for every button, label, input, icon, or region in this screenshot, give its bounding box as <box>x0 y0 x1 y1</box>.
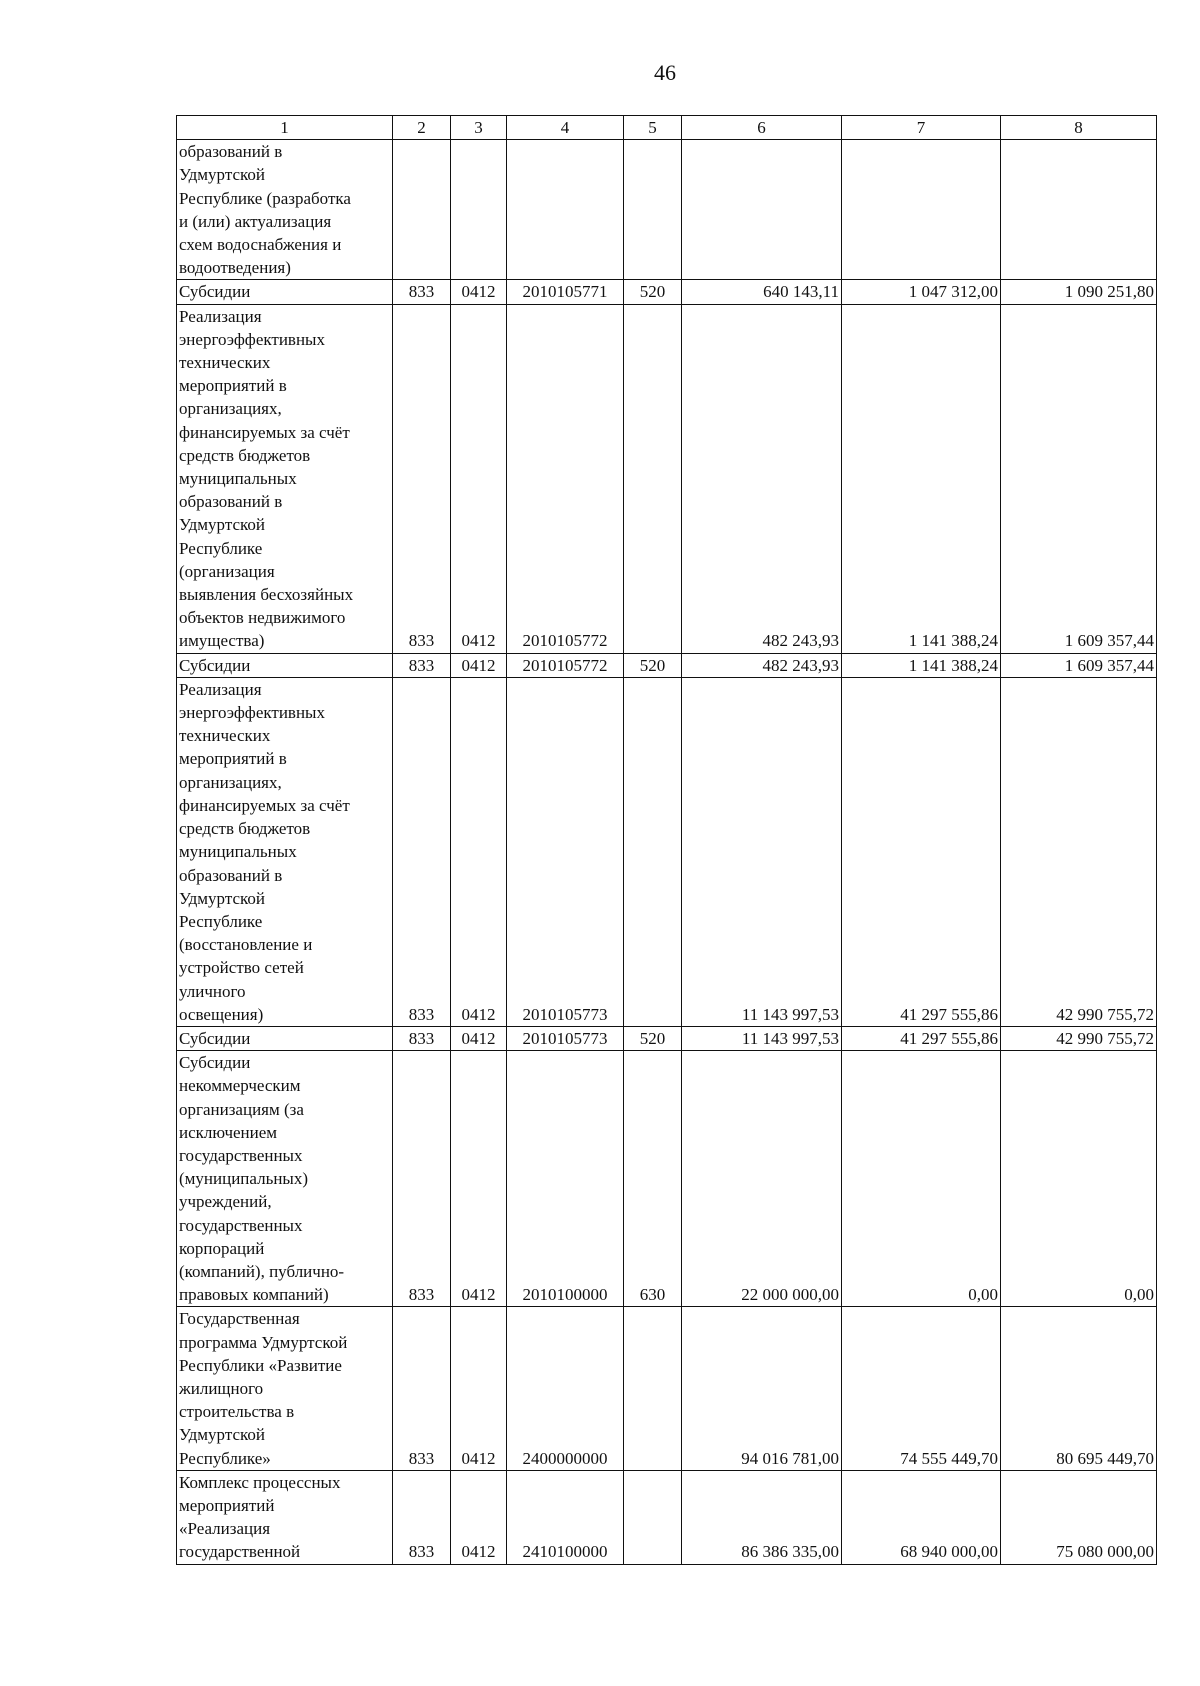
item-name: Реализация энергоэффективных технических мероприятий в организациях, финансируемых за счёт средств бюджетов муниципальных образований в Удмуртской Республике (восстановление и устройство сетей уличного освещения) <box>177 677 393 1026</box>
amount-col-6: 11 143 997,53 <box>682 1026 842 1050</box>
expense-type-code <box>624 1307 682 1470</box>
budget-table <box>176 115 1157 1565</box>
column-header: 1 <box>177 116 393 140</box>
amount-col-8: 1 609 357,44 <box>1001 653 1157 677</box>
section-code: 0412 <box>451 280 507 304</box>
column-header: 4 <box>507 116 624 140</box>
amount-col-8: 0,00 <box>1001 1051 1157 1307</box>
column-header: 3 <box>451 116 507 140</box>
column-number-row <box>177 116 1157 140</box>
target-article-code: 2010100000 <box>507 1051 624 1307</box>
target-article-code: 2010105773 <box>507 677 624 1026</box>
section-code: 0412 <box>451 677 507 1026</box>
table-row <box>177 1026 1157 1050</box>
section-code: 0412 <box>451 1470 507 1564</box>
target-article-code: 2010105772 <box>507 653 624 677</box>
ministry-code: 833 <box>393 304 451 653</box>
amount-col-6: 640 143,11 <box>682 280 842 304</box>
item-name: Субсидии <box>177 280 393 304</box>
expense-type-code <box>624 1470 682 1564</box>
amount-col-7: 0,00 <box>842 1051 1001 1307</box>
amount-col-7: 1 141 388,24 <box>842 653 1001 677</box>
page-number: 46 <box>654 60 676 85</box>
target-article-code: 2010105772 <box>507 304 624 653</box>
item-name: Субсидии <box>177 653 393 677</box>
target-article-code: 2410100000 <box>507 1470 624 1564</box>
amount-col-6: 11 143 997,53 <box>682 677 842 1026</box>
ministry-code: 833 <box>393 1470 451 1564</box>
amount-col-6 <box>682 140 842 280</box>
table-row <box>177 1470 1157 1564</box>
expense-type-code: 630 <box>624 1051 682 1307</box>
amount-col-8: 42 990 755,72 <box>1001 677 1157 1026</box>
amount-col-6: 482 243,93 <box>682 304 842 653</box>
section-code: 0412 <box>451 1307 507 1470</box>
section-code <box>451 140 507 280</box>
amount-col-7 <box>842 140 1001 280</box>
amount-col-7: 1 047 312,00 <box>842 280 1001 304</box>
column-header: 5 <box>624 116 682 140</box>
amount-col-6: 482 243,93 <box>682 653 842 677</box>
target-article-code: 2010105771 <box>507 280 624 304</box>
amount-col-6: 22 000 000,00 <box>682 1051 842 1307</box>
table-row <box>177 140 1157 280</box>
table-row <box>177 677 1157 1026</box>
amount-col-8: 1 609 357,44 <box>1001 304 1157 653</box>
amount-col-7: 74 555 449,70 <box>842 1307 1001 1470</box>
item-name: Субсидии некоммерческим организациям (за исключением государственных (муниципальных) учреждений, государственных корпораций (компаний), публично- правовых компаний) <box>177 1051 393 1307</box>
ministry-code: 833 <box>393 1026 451 1050</box>
amount-col-6: 94 016 781,00 <box>682 1307 842 1470</box>
ministry-code: 833 <box>393 1307 451 1470</box>
column-header: 2 <box>393 116 451 140</box>
table-row <box>177 1307 1157 1470</box>
amount-col-6: 86 386 335,00 <box>682 1470 842 1564</box>
item-name: образований в Удмуртской Республике (разработка и (или) актуализация схем водоснабжения и водоотведения) <box>177 140 393 280</box>
amount-col-8: 42 990 755,72 <box>1001 1026 1157 1050</box>
section-code: 0412 <box>451 1026 507 1050</box>
item-name: Комплекс процессных мероприятий «Реализация государственной <box>177 1470 393 1564</box>
expense-type-code <box>624 140 682 280</box>
amount-col-8: 75 080 000,00 <box>1001 1470 1157 1564</box>
column-header: 6 <box>682 116 842 140</box>
item-name: Государственная программа Удмуртской Республики «Развитие жилищного строительства в Удмуртской Республике» <box>177 1307 393 1470</box>
section-code: 0412 <box>451 1051 507 1307</box>
expense-type-code <box>624 304 682 653</box>
item-name: Реализация энергоэффективных технических мероприятий в организациях, финансируемых за счёт средств бюджетов муниципальных образований в Удмуртской Республике (организация выявления бесхозяйных объектов недвижимого имущества) <box>177 304 393 653</box>
target-article-code <box>507 140 624 280</box>
expense-type-code: 520 <box>624 280 682 304</box>
amount-col-7: 41 297 555,86 <box>842 677 1001 1026</box>
amount-col-8: 80 695 449,70 <box>1001 1307 1157 1470</box>
table-row <box>177 1051 1157 1307</box>
table-row <box>177 280 1157 304</box>
table-row <box>177 653 1157 677</box>
expense-type-code: 520 <box>624 653 682 677</box>
amount-col-7: 68 940 000,00 <box>842 1470 1001 1564</box>
ministry-code: 833 <box>393 280 451 304</box>
expense-type-code <box>624 677 682 1026</box>
section-code: 0412 <box>451 304 507 653</box>
expense-type-code: 520 <box>624 1026 682 1050</box>
ministry-code: 833 <box>393 653 451 677</box>
table-row <box>177 304 1157 653</box>
ministry-code <box>393 140 451 280</box>
column-header: 7 <box>842 116 1001 140</box>
amount-col-8 <box>1001 140 1157 280</box>
target-article-code: 2400000000 <box>507 1307 624 1470</box>
ministry-code: 833 <box>393 1051 451 1307</box>
amount-col-7: 41 297 555,86 <box>842 1026 1001 1050</box>
target-article-code: 2010105773 <box>507 1026 624 1050</box>
column-header: 8 <box>1001 116 1157 140</box>
item-name: Субсидии <box>177 1026 393 1050</box>
section-code: 0412 <box>451 653 507 677</box>
ministry-code: 833 <box>393 677 451 1026</box>
amount-col-7: 1 141 388,24 <box>842 304 1001 653</box>
amount-col-8: 1 090 251,80 <box>1001 280 1157 304</box>
